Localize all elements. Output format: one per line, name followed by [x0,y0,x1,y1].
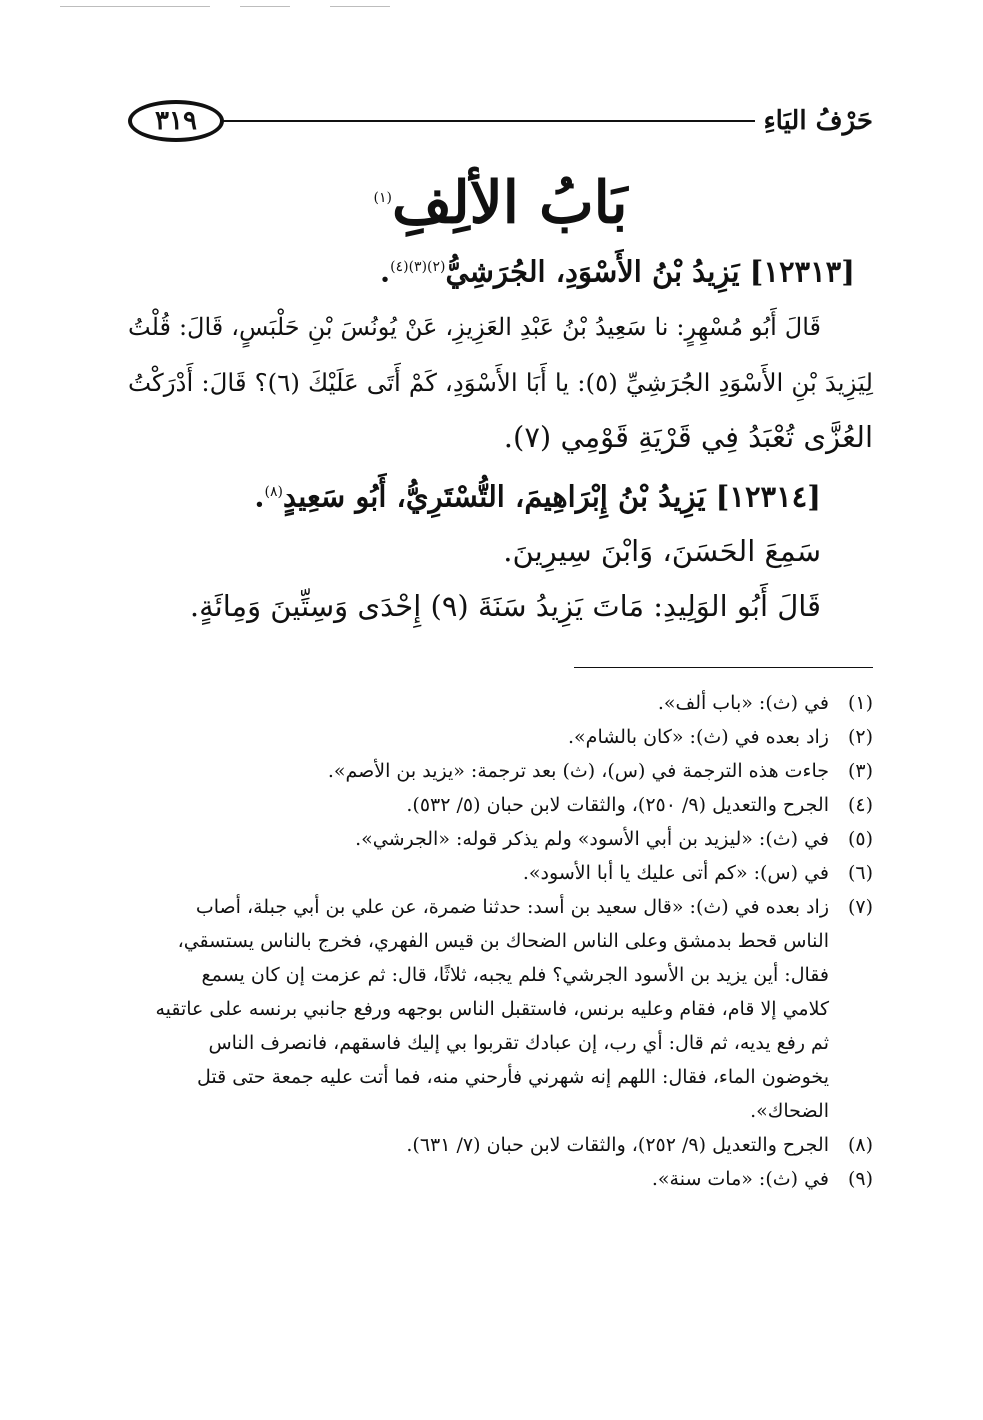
entry-heading-end: . [380,254,391,289]
page-number-badge [128,100,224,142]
scan-edge-line [330,6,390,7]
footnote-text: فقال: أين يزيد بن الأسود الجرشي؟ فلم يجبه، ثلاثًا، قال: ثم عزمت إن كان يسمع [201,964,829,986]
footnote-number: (١) [847,692,873,714]
scan-edge-line [60,6,210,7]
entry-heading-text: [١٢٣١٣] يَزِيدُ بْنُ الأَسْوَدِ، الجُرَشِيُّ [445,254,855,289]
entry-heading-refs: (٢)(٣)(٤) [390,259,446,275]
footnote-number: (٢) [847,726,873,748]
footnote [128,1128,873,1162]
footnote [128,754,873,788]
entry-body-line: لِيَزِيدَ بْنِ الأَسْوَدِ الجُرَشِيِّ (٥): يا أَبَا الأَسْوَدِ، كَمْ أَتَى عَلَيْكَ (٦)؟ قَالَ: أَدْرَكْتُ [128,367,873,397]
header-rule [222,120,755,122]
footnote-text: الجرح والتعديل (٩/ ٢٥٠)، والثقات لابن حبان (٥/ ٥٣٢). [406,794,829,816]
footnote-text: ثم رفع يديه، ثم قال: أي رب، إن عبادك تقربوا بي إليك فاسقهم، فانصرف الناس [208,1032,829,1054]
footnote-number: (٣) [847,760,873,782]
entry-heading-refs: (٨) [264,483,283,500]
footnote-number: (٧) [847,896,873,918]
footnote [128,788,873,822]
entry-body-line: سَمِعَ الحَسَنَ، وَابْنَ سِيرِينَ. [503,534,821,569]
footnote-text: الناس قحط بدمشق وعلى الناس الضحاك بن قيس الفهري، فخرج بالناس يستسقي، [177,930,829,952]
page-header [128,96,873,146]
entry-heading-end: . [254,479,265,514]
entry-heading-text: [١٢٣١٤] يَزِيدُ بْنُ إِبْرَاهِيمَ، التُّسْتَرِيُّ، أَبُو سَعِيدٍ [282,479,821,514]
footnote-text: كلامي إلا قام، فقام وعليه برنس، فاستقبل الناس بوجهه ورفع جانبي برنسه على عاتقيه [155,998,829,1020]
scan-edge-line [240,6,290,7]
footnote-number: (٨) [847,1134,873,1156]
footnote-text: في (ث): «باب ألف». [657,692,829,714]
entry-heading [128,465,873,525]
footnotes [128,686,873,1196]
footnote-text: الجرح والتعديل (٩/ ٢٥٢)، والثقات لابن حبان (٧/ ٦٣١). [406,1134,829,1156]
footnote [128,720,873,754]
footnote-text: جاءت هذه الترجمة في (س)، (ث) بعد ترجمة: «يزيد بن الأصم». [327,760,829,782]
footnote-separator [574,667,873,668]
footnote [128,686,873,720]
chapter-title-text: بَابُ الألِفِ [391,168,628,237]
footnote-text: في (ث): «ليزيد بن أبي الأسود» ولم يذكر قوله: «الجرشي». [355,828,829,850]
footnote-text: في (س): «كم أتى عليك يا أبا الأسود». [522,862,829,884]
footnote-text: الضحاك». [750,1100,829,1122]
entry-body-line: قَالَ أَبُو مُسْهِرٍ: نا سَعِيدُ بْنُ عَبْدِ العَزِيزِ، عَنْ يُونُسَ بْنِ حَلْبَسٍ، قَالَ: قُلْتُ [128,312,821,341]
running-title: حَرْفُ اليَاءِ [763,106,873,136]
footnote-text: في (ث): «مات سنة». [651,1168,829,1190]
entry-heading [128,240,873,300]
footnote-number: (٤) [847,794,873,816]
footnote [128,822,873,856]
footnote-text: يخوضون الماء، فقال: اللهم إنه شهرني فأرحني منه، فما أتت عليه جمعة حتى قتل [196,1066,829,1088]
footnote-text: زاد بعده في (ث): «قال سعيد بن أسد: حدثنا ضمرة، عن علي بن أبي جبلة، أصاب [195,896,829,918]
footnote-number: (٩) [847,1168,873,1190]
entry-body-line: العُزَّى تُعْبَدُ فِي قَرْيَةِ قَوْمِي (٧). [503,419,873,454]
footnote [128,890,873,1128]
footnote [128,856,873,890]
main-text [128,240,873,634]
chapter-note-ref: (١) [373,190,392,206]
footnote-number: (٥) [847,828,873,850]
page-number: ٣١٩ [155,106,197,136]
footnote [128,1162,873,1196]
entry-body-line: قَالَ أَبُو الوَلِيدِ: مَاتَ يَزِيدُ سَنَةَ (٩) إِحْدَى وَسِتِّينَ وَمِائَةٍ. [189,589,821,624]
footnote-text: زاد بعده في (ث): «كان بالشام». [568,726,829,748]
chapter-title [128,158,873,242]
footnote-number: (٦) [847,862,873,884]
